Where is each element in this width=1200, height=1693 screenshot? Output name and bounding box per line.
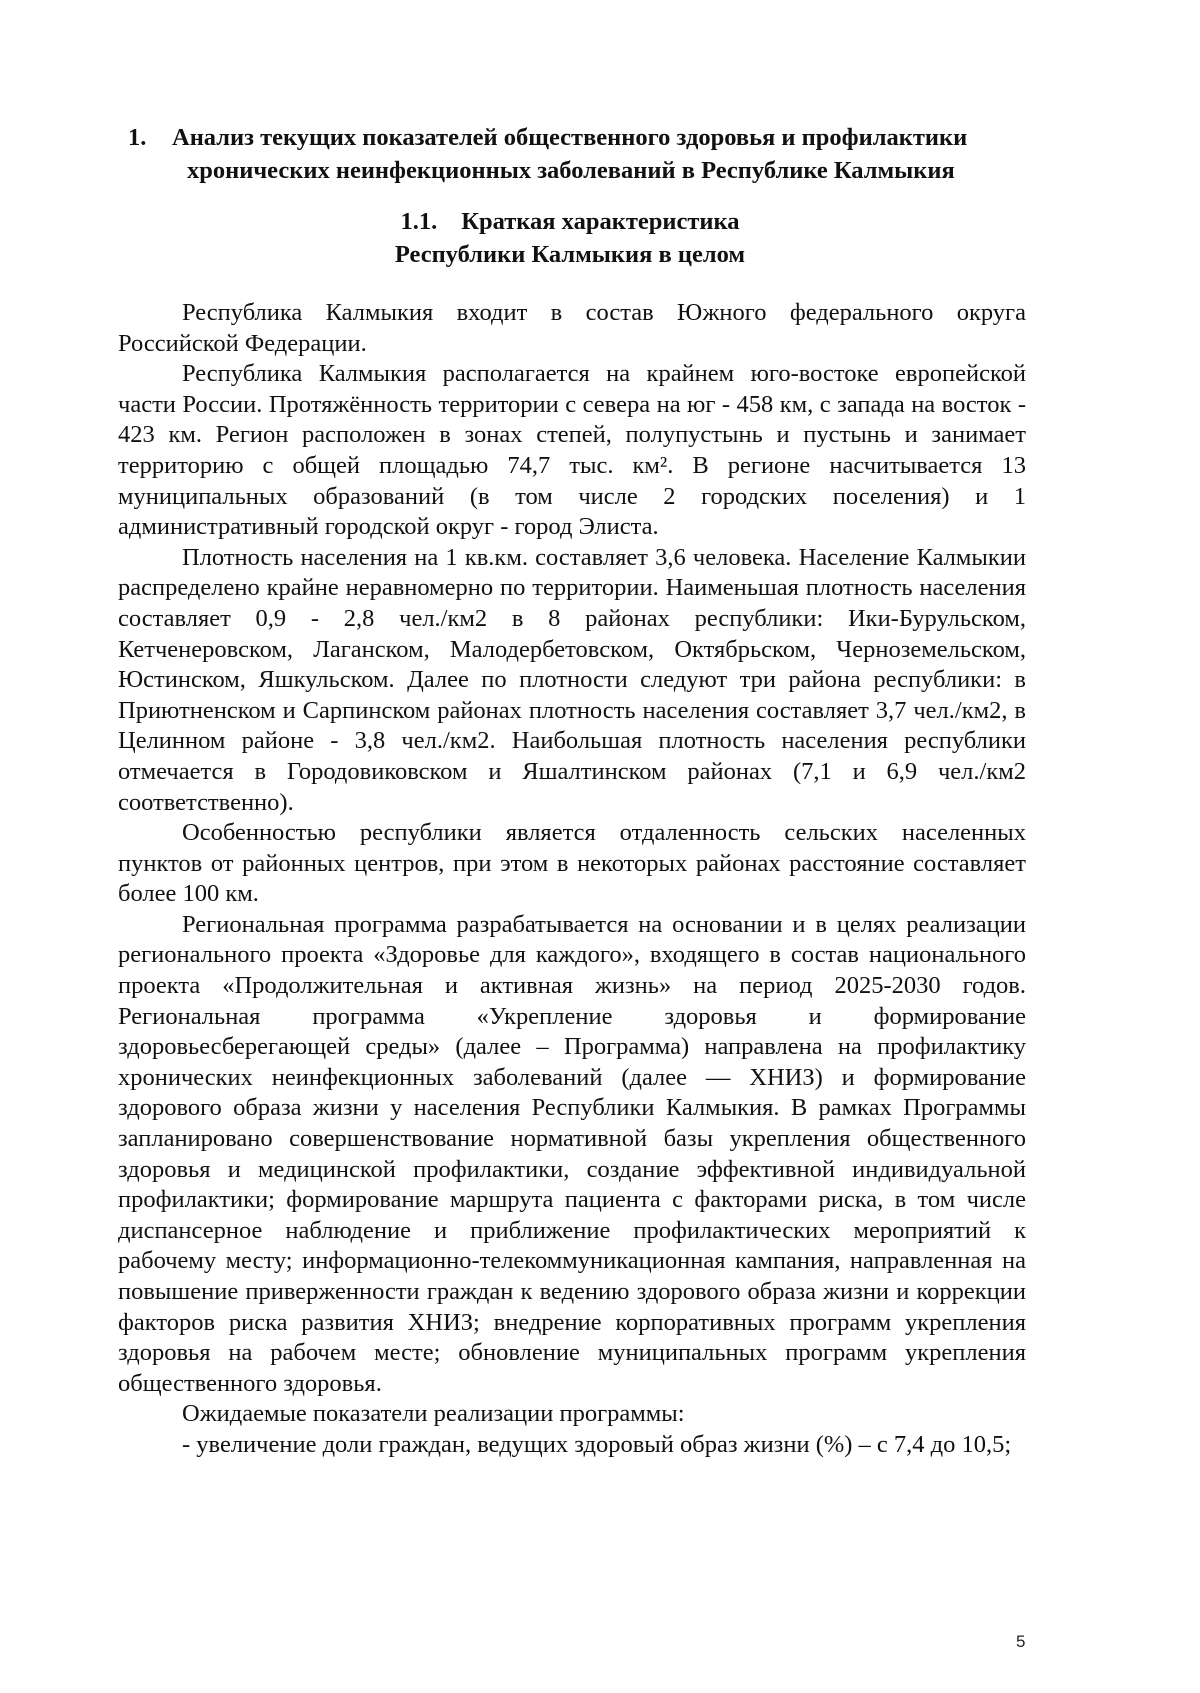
paragraph: Республика Калмыкия входит в состав Южного федерального округа Российской Федерации. bbox=[118, 299, 1026, 357]
paragraph: Региональная программа разрабатывается на основании и в целях реализации регионального проекта «Здоровье для каждого», входящего в состав национального проекта «Продолжительная и активная жизнь» на период 2025-2030 годов. Региональная программа «Укрепление здоровья и формирование здоровьесберегающей среды» (далее – Программа) направлена на профилактику хронических неинфекционных заболеваний (далее — ХНИЗ) и формирование здорового образа жизни у населения Республики Калмыкия. В рамках Программы запланировано совершенствование нормативной базы укрепления общественного здоровья и медицинской профилактики, создание эффективной индивидуальной профилактики; формирование маршрута пациента с факторами риска, в том числе диспансерное наблюдение и приближение профилактических мероприятий к рабочему месту; информационно-телекоммуникационная кампания, направленная на повышение приверженности граждан к ведению здорового образа жизни и коррекции факторов риска развития ХНИЗ; внедрение корпоративных программ укрепления здоровья на рабочем месте; обновление муниципальных программ укрепления общественного здоровья. bbox=[118, 910, 1026, 1397]
subsection-title-line-2: Республики Калмыкия в целом bbox=[394, 241, 746, 268]
subsection-number: 1.1. bbox=[400, 208, 438, 235]
page-number: 5 bbox=[1016, 1632, 1026, 1651]
subsection-title-line-1: Краткая характеристика bbox=[461, 208, 740, 235]
section-title-line-1: Анализ текущих показателей общественного здоровья и профилактики bbox=[172, 124, 968, 151]
section-title-line-2: хронических неинфекционных заболеваний в Республике Калмыкия bbox=[187, 157, 955, 184]
paragraph: Особенностью республики является отдаленность сельских населенных пунктов от районных центров, при этом в некоторых районах расстояние составляет более 100 км. bbox=[118, 819, 1026, 908]
paragraph: Плотность населения на 1 кв.км. составляет 3,6 человека. Население Калмыкии распределено крайне неравномерно по территории. Наименьшая плотность населения составляет 0,9 - 2,8 чел./км2 в 8 районах республики: Ики-Бурульском, Кетченеровском, Лаганском, Малодербетовском, Октябрьском, Черноземельском, Юстинском, Яшкульском. Далее по плотности следуют три района республики: в Приютненском и Сарпинском районах плотность населения составляет 3,7 чел./км2, в Целинном районе - 3,8 чел./км2. Наибольшая плотность населения республики отмечается в Городовиковском и Яшалтинском районах (7,1 и 6,9 чел./км2 соответственно). bbox=[118, 543, 1026, 816]
body-text bbox=[118, 298, 1026, 1461]
section-number: 1. bbox=[128, 124, 147, 151]
subsection-heading bbox=[0, 205, 1140, 271]
paragraph: Ожидаемые показатели реализации программы: bbox=[182, 1400, 685, 1428]
paragraph: Республика Калмыкия располагается на крайнем юго-востоке европейской части России. Протяжённость территории с севера на юг - 458 км, с запада на восток - 423 км. Регион расположен в зонах степей, полупустынь и пустынь и занимает территорию с общей площадью 74,7 тыс. км². В регионе насчитывается 13 муниципальных образований (в том числе 2 городских поселения) и 1 административный городской округ - город Элиста. bbox=[118, 360, 1026, 541]
paragraph: - увеличение доли граждан, ведущих здоровый образ жизни (%) – с 7,4 до 10,5; bbox=[182, 1430, 1012, 1458]
section-heading bbox=[128, 121, 1088, 187]
